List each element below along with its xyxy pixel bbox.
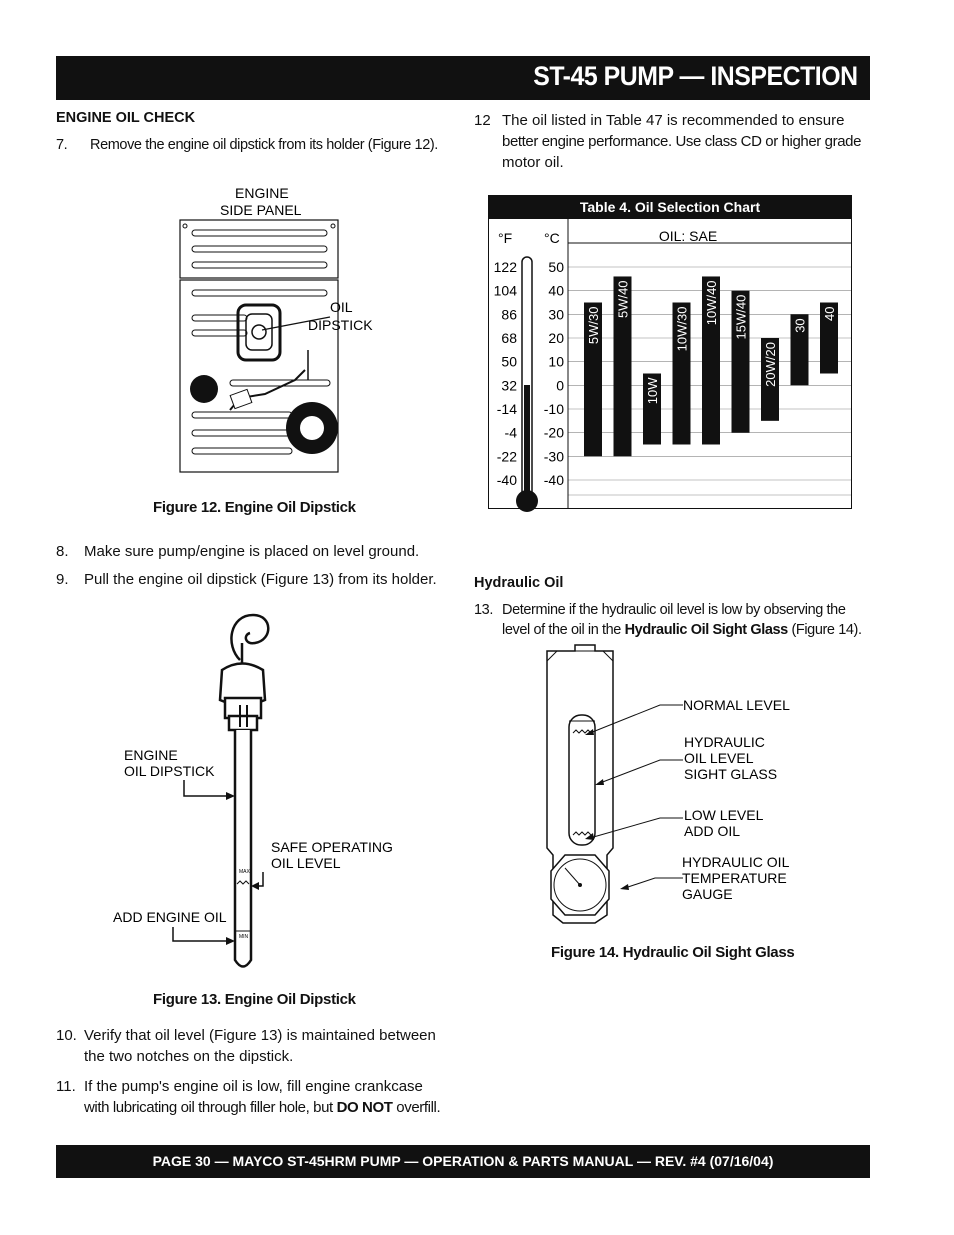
fahrenheit-tick-label: 32	[501, 377, 517, 394]
oil-level-label: OIL LEVEL	[684, 750, 754, 766]
engine-panel-figure	[170, 180, 400, 480]
step-text-part: with lubricating oil through filler hole, but	[84, 1099, 337, 1116]
fahrenheit-unit: °F	[498, 230, 513, 246]
hydraulic-oil-label: HYDRAULIC OIL	[682, 854, 790, 870]
sight-glass-label: SIGHT GLASS	[684, 766, 778, 782]
fig12-label-oil: OIL	[330, 299, 353, 315]
footer-bar: PAGE 30 — MAYCO ST-45HRM PUMP — OPERATION & PARTS MANUAL — REV. #4 (07/16/04)	[56, 1145, 870, 1178]
oil-bar-label: 15W/40	[733, 294, 749, 340]
fig12-label-engine: ENGINE	[235, 185, 289, 201]
step-number: 13.	[474, 602, 493, 618]
fig13-label-engine: ENGINE	[124, 747, 178, 763]
step-text-part: overfill.	[392, 1099, 441, 1116]
dipstick-figure	[105, 605, 415, 980]
step-text-line1: If the pump's engine oil is low, fill engine crankcase	[84, 1078, 423, 1095]
fahrenheit-tick-label: 122	[493, 259, 517, 275]
celsius-tick-label: -10	[543, 401, 564, 417]
step-text: Make sure pump/engine is placed on level ground.	[84, 543, 420, 560]
figure-13-caption: Figure 13. Engine Oil Dipstick	[153, 991, 356, 1008]
oil-bar-label: 10W	[645, 377, 660, 405]
temperature-label: TEMPERATURE	[682, 870, 787, 886]
gauge-label: GAUGE	[682, 886, 733, 902]
celsius-tick-label: 30	[548, 306, 564, 323]
step-number: 12	[474, 112, 491, 129]
step-12	[474, 110, 870, 173]
oil-bar-label: 10W/40	[704, 280, 719, 326]
step-text-line2	[474, 620, 874, 640]
step-text-part: level of the oil in the	[502, 622, 625, 638]
oil-bar-label: 30	[792, 318, 808, 333]
step-7	[56, 135, 438, 156]
hydraulic-oil-heading: Hydraulic Oil	[474, 575, 564, 591]
oil-bar-label: 5W/40	[615, 280, 631, 319]
celsius-tick-label: 40	[548, 282, 564, 299]
step-text-line2: better engine performance. Use class CD or higher grade	[502, 133, 862, 150]
step-8	[56, 541, 419, 562]
step-9	[56, 569, 437, 590]
figure-12-caption: Figure 12. Engine Oil Dipstick	[153, 499, 356, 516]
step-text-line1: The oil listed in Table 47 is recommended to ensure	[502, 112, 845, 129]
oil-bar-label: 20W/20	[763, 342, 778, 387]
header-bar	[56, 56, 870, 100]
low-level-label: LOW LEVEL	[684, 807, 764, 823]
step-text-line1: Verify that oil level (Figure 13) is maintained between	[84, 1027, 436, 1044]
celsius-tick-label: -40	[543, 472, 564, 488]
step-text-emphasis: DO NOT	[336, 1099, 393, 1116]
step-text-line3: motor oil.	[502, 154, 564, 171]
chart-title: Table 4. Oil Selection Chart	[579, 199, 761, 215]
celsius-tick-label: 50	[548, 259, 564, 275]
step-text: Remove the engine oil dipstick from its holder (Figure 12).	[90, 137, 438, 153]
celsius-tick-label: 20	[548, 330, 564, 346]
step-number: 10.	[56, 1027, 77, 1044]
step-text-line2	[56, 1097, 452, 1118]
step-text-line1: Determine if the hydraulic oil level is low by observing the	[502, 602, 846, 618]
fig13-label-oil-level: OIL LEVEL	[271, 855, 341, 871]
step-text-emphasis: Hydraulic Oil Sight Glass	[624, 622, 788, 638]
fahrenheit-tick-label: -22	[496, 448, 517, 465]
fig12-label-side-panel: SIDE PANEL	[220, 202, 302, 218]
celsius-tick-label: -20	[543, 424, 564, 441]
step-number: 9.	[56, 571, 69, 588]
fig13-label-safe: SAFE OPERATING	[271, 839, 393, 855]
step-number: 7.	[56, 137, 68, 153]
normal-level-label: NORMAL LEVEL	[683, 697, 790, 713]
step-text: Pull the engine oil dipstick (Figure 13) from its holder.	[84, 571, 437, 588]
fahrenheit-tick-label: 50	[501, 353, 517, 370]
engine-oil-check-heading: ENGINE OIL CHECK	[56, 110, 196, 126]
celsius-tick-label: -30	[543, 448, 564, 465]
max-mark: MAX	[239, 869, 250, 875]
celsius-unit: °C	[544, 230, 560, 246]
step-13	[474, 600, 874, 640]
step-text-line2: the two notches on the dipstick.	[84, 1048, 294, 1065]
oil-selection-chart	[488, 195, 853, 520]
fahrenheit-tick-label: -4	[504, 424, 517, 441]
fahrenheit-tick-label: 104	[493, 282, 517, 299]
chart-header-label: OIL: SAE	[658, 228, 718, 244]
celsius-tick-label: 0	[556, 377, 564, 394]
fahrenheit-tick-label: -14	[496, 401, 517, 417]
step-number: 8.	[56, 543, 69, 560]
hydraulic-label: HYDRAULIC	[684, 734, 765, 750]
add-oil-label: ADD OIL	[684, 823, 741, 839]
fig13-label-add: ADD ENGINE OIL	[113, 909, 227, 925]
fahrenheit-tick-label: 86	[501, 306, 517, 323]
oil-bar-label: 5W/30	[586, 306, 601, 345]
oil-bar-label: 10W/30	[674, 306, 690, 352]
figure-14-caption: Figure 14. Hydraulic Oil Sight Glass	[551, 944, 795, 961]
fahrenheit-tick-label: -40	[496, 472, 517, 488]
celsius-tick-label: 10	[548, 353, 564, 370]
step-11	[56, 1076, 452, 1118]
step-10	[56, 1025, 452, 1067]
fahrenheit-tick-label: 68	[501, 330, 517, 346]
step-text-part: (Figure 14).	[787, 622, 862, 638]
fig12-label-dipstick: DIPSTICK	[308, 317, 373, 333]
oil-bar-label: 40	[822, 306, 837, 321]
min-mark: MIN	[239, 934, 249, 940]
page-title: ST-45 PUMP — INSPECTION	[533, 61, 858, 91]
fig13-label-oil-dipstick: OIL DIPSTICK	[124, 763, 215, 779]
step-number: 11.	[56, 1078, 76, 1095]
sight-glass-figure	[545, 643, 805, 928]
